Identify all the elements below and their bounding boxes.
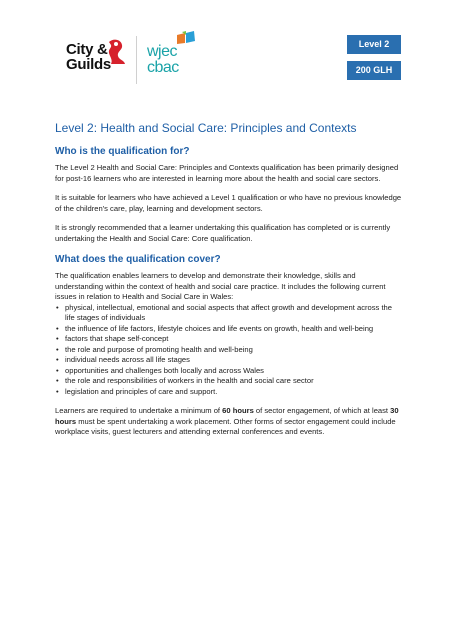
list-item-text: the influence of life factors, lifestyle choices and life events on growth, health and well-being	[65, 323, 374, 333]
paragraph-who-1: The Level 2 Health and Social Care: Principles and Contexts qualification has been primarily designed for post-16 learners who are interested in learning more about the health and social care sectors.	[55, 163, 399, 183]
engagement-text-a: Learners are required to undertake a minimum of	[55, 406, 223, 415]
bullet-icon: •	[56, 302, 59, 312]
list-item	[55, 334, 403, 345]
list-item	[55, 376, 403, 387]
bullet-icon: •	[56, 355, 59, 364]
list-item-text: factors that shape self-concept	[65, 334, 169, 343]
list-item	[55, 366, 403, 377]
glh-badge: 200 GLH	[347, 61, 401, 80]
topics-list	[55, 303, 403, 398]
page-title: Level 2: Health and Social Care: Principles and Contexts	[55, 121, 357, 135]
engagement-text-c: of sector engagement, of which at least	[253, 406, 391, 415]
document-body	[55, 121, 403, 447]
paragraph-who-2: It is suitable for learners who have achieved a Level 1 qualification or who have no previous knowledge of the children's care, play, learning and development sectors.	[55, 193, 402, 213]
paragraph-what-intro: The qualification enables learners to develop and demonstrate their knowledge, skills and understanding within the context of health and social care practice. It includes the following current issues in relation to Health and Social Care in Wales:	[55, 271, 386, 301]
paragraph-sector-engagement	[55, 406, 403, 438]
bullet-icon: •	[56, 334, 59, 343]
wjec-logo-line1: wjec	[147, 43, 178, 60]
engagement-text-e: must be spent undertaking a work placement. Other forms of sector engagement could include workplace visits, guest lecturers and attending external conferences and events.	[55, 416, 396, 436]
section-heading-who: Who is the qualification for?	[55, 146, 190, 157]
paragraph-who-3: It is strongly recommended that a learner undertaking this qualification has completed or is currently undertaking the Health and Social Care: Core qualification.	[55, 223, 391, 243]
list-item-text: physical, intellectual, emotional and social aspects that affect growth and development across the life stages of individuals	[65, 302, 393, 322]
city-guilds-logo-line1: City &	[66, 41, 108, 58]
level-badge: Level 2	[347, 35, 401, 54]
page-header	[0, 0, 454, 100]
city-guilds-emblem-icon	[103, 38, 127, 66]
list-item	[55, 324, 403, 335]
list-item	[55, 387, 403, 398]
list-item	[55, 303, 403, 324]
list-item	[55, 345, 403, 356]
list-item-text: legislation and principles of care and support.	[65, 386, 218, 396]
bullet-icon: •	[56, 376, 59, 385]
bullet-icon: •	[56, 323, 59, 333]
list-item	[55, 355, 403, 366]
engagement-hours-placement: 30 hours	[55, 406, 399, 426]
list-item-text: the role and responsibilities of workers in the health and social care sector	[65, 376, 314, 385]
wjec-logo-line2: cbac	[147, 59, 179, 76]
wjec-cbac-logo	[147, 44, 179, 76]
list-item-text: the role and purpose of promoting health and well-being	[65, 344, 253, 354]
book-icon	[176, 31, 196, 45]
bullet-icon: •	[56, 365, 59, 375]
section-heading-what: What does the qualification cover?	[55, 254, 221, 265]
list-item-text: individual needs across all life stages	[65, 355, 190, 364]
bullet-icon: •	[56, 386, 59, 396]
bullet-icon: •	[56, 344, 59, 354]
logo-divider	[136, 36, 137, 84]
city-guilds-logo-line2: Guilds	[66, 56, 111, 73]
engagement-hours-total: 60 hours	[222, 406, 254, 415]
list-item-text: opportunities and challenges both locally and across Wales	[65, 365, 264, 375]
